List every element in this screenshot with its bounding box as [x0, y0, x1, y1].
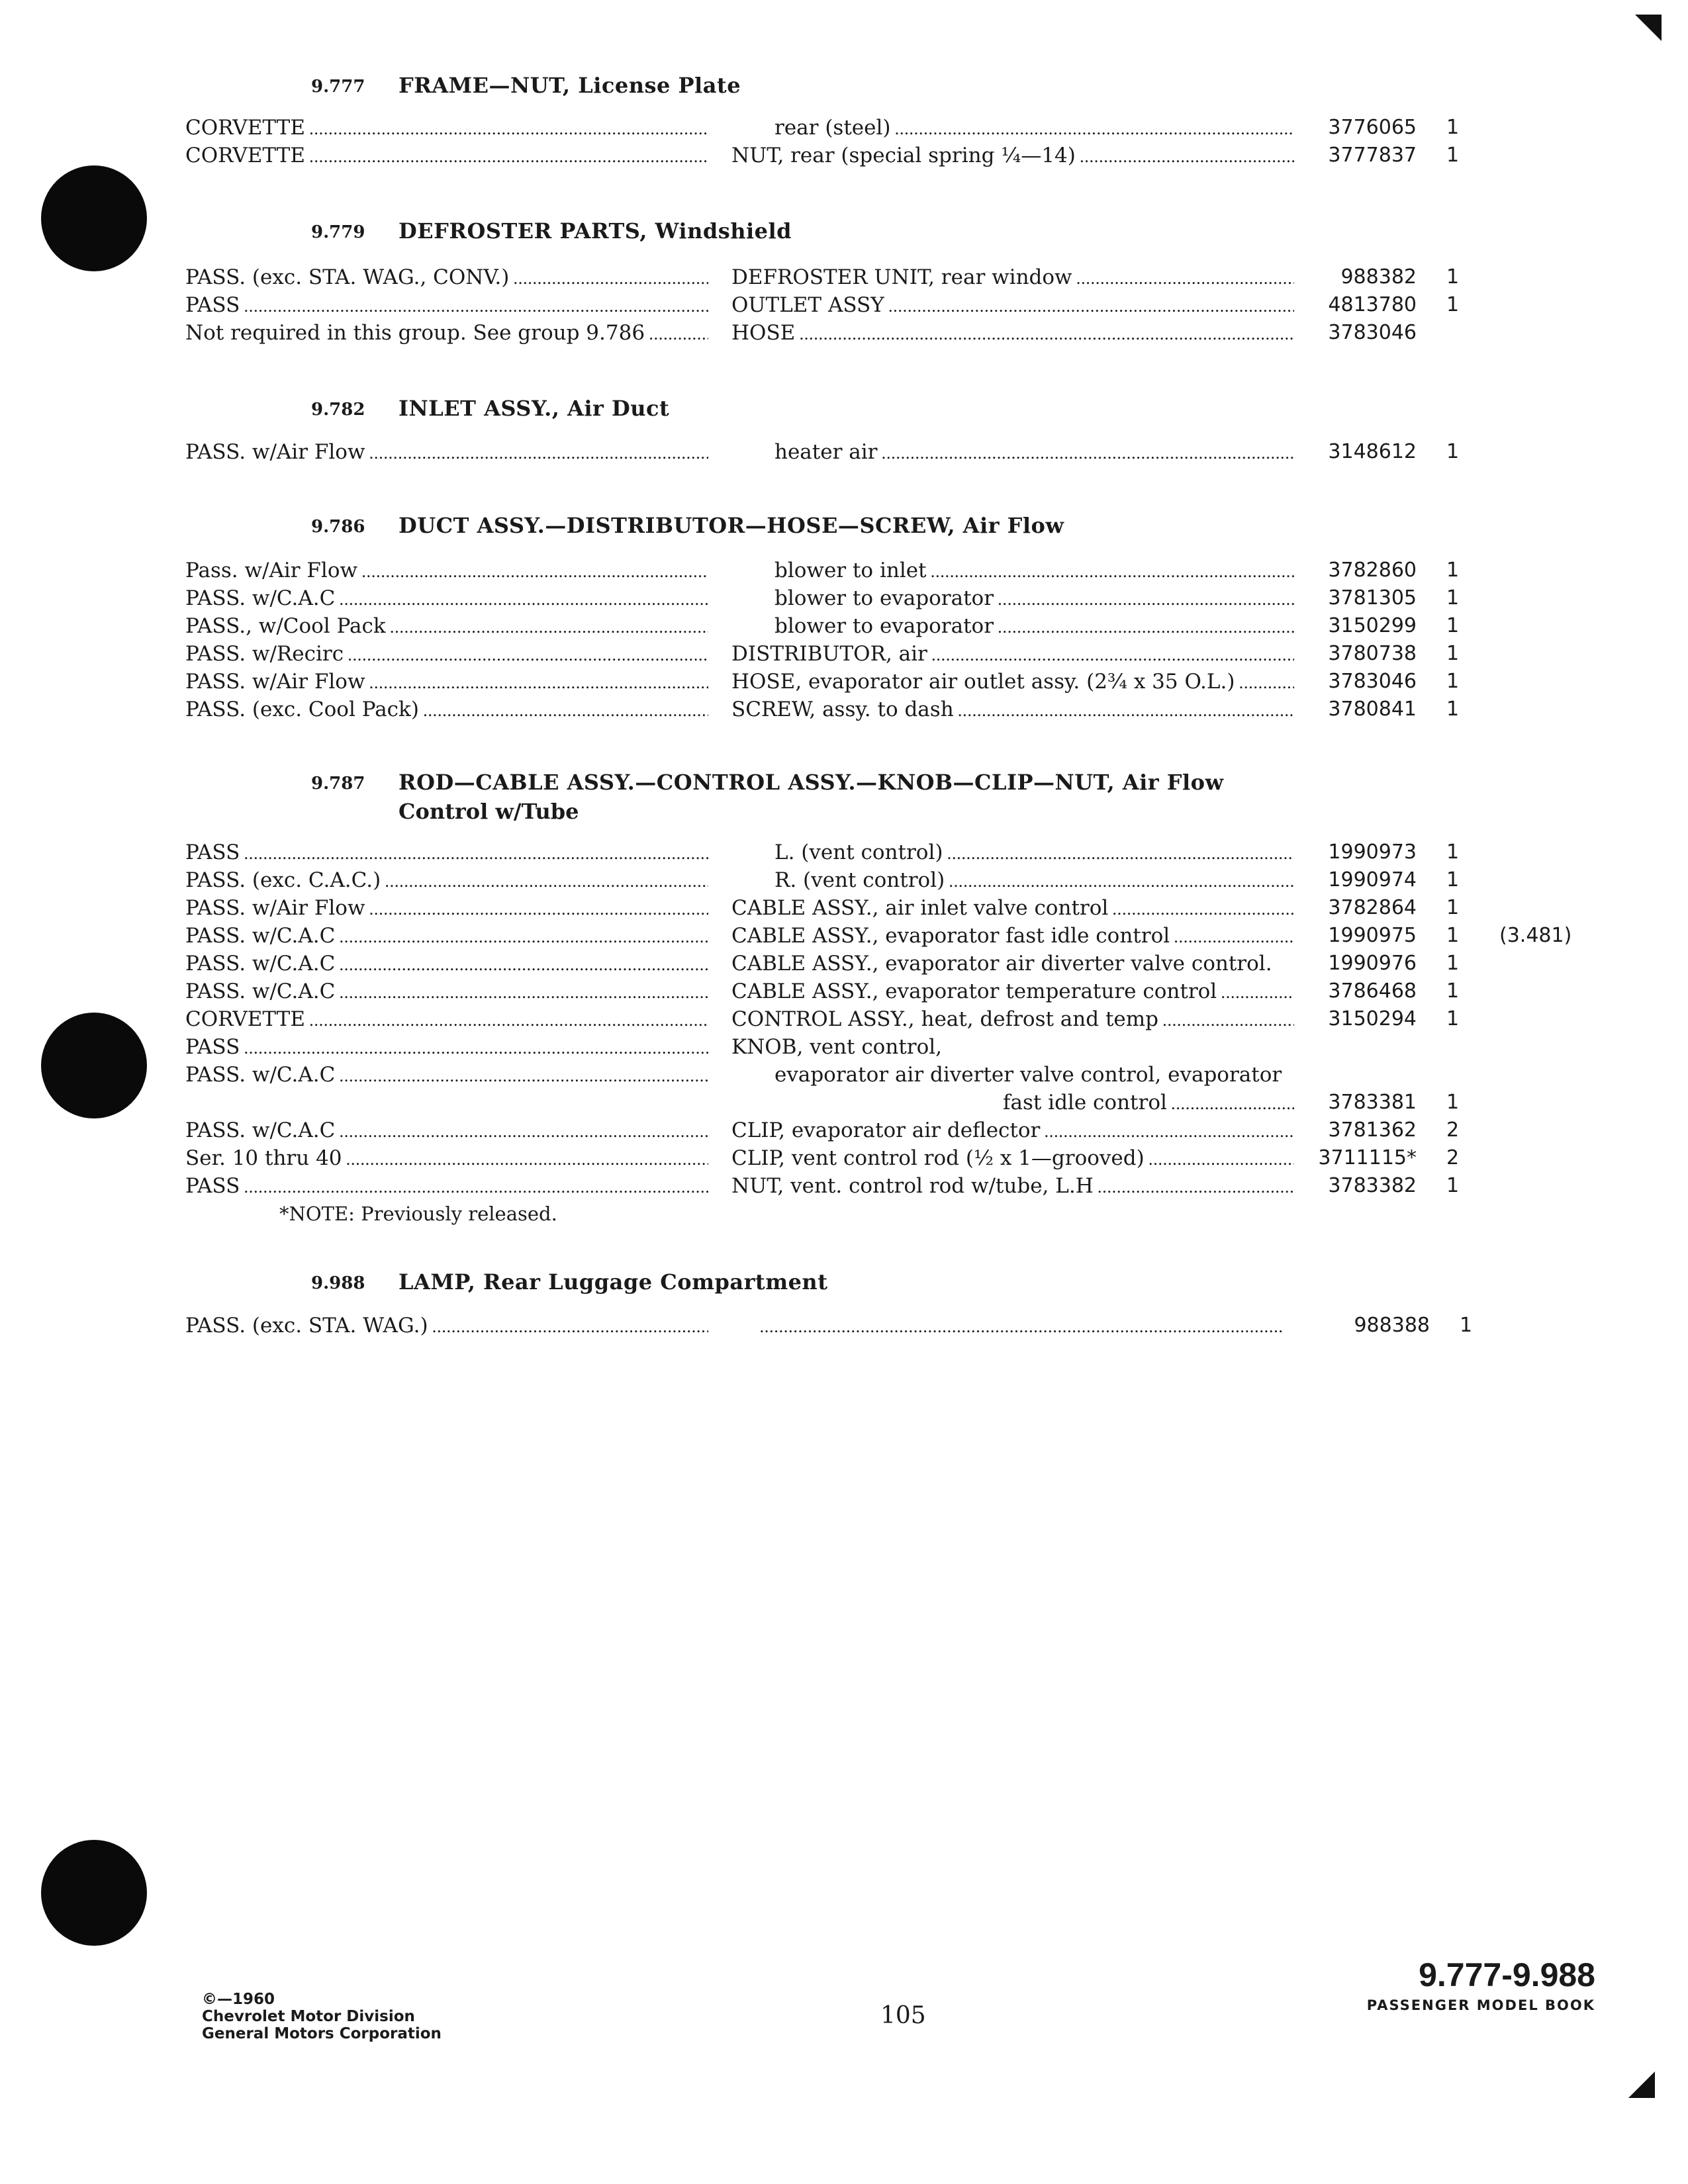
description: evaporator air diverter valve control, evaporator	[774, 1063, 1282, 1087]
book-title: PASSENGER MODEL BOOK	[1366, 1997, 1595, 2013]
description: DEFROSTER UNIT, rear window . . .	[731, 263, 1294, 293]
application: PASS. (exc. C.A.C.) . . .	[185, 866, 708, 895]
part-number: 3777837	[1328, 144, 1417, 167]
quantity: 1	[1446, 979, 1460, 1003]
table-row	[185, 1089, 1575, 1116]
section-heading	[185, 770, 1575, 828]
application: PASS. (exc. Cool Pack) . . .	[185, 696, 708, 725]
quantity: 2	[1446, 1146, 1460, 1169]
table-row	[185, 922, 1575, 950]
part-number: 1990973	[1328, 841, 1417, 864]
description: rear (steel) . . .	[774, 114, 1294, 143]
table-row	[185, 1061, 1575, 1089]
part-number: 3783046	[1328, 670, 1417, 693]
page-number: 105	[880, 2002, 926, 2029]
application: PASS. w/Recirc . . .	[185, 640, 708, 669]
application: PASS. w/C.A.C . . .	[185, 584, 708, 614]
section-heading	[185, 1269, 1575, 1298]
part-number: 3783381	[1328, 1091, 1417, 1114]
publisher-credit	[202, 1991, 442, 2042]
part-number: 3786468	[1328, 979, 1417, 1003]
table-row	[185, 319, 1575, 347]
quantity: 1	[1446, 440, 1460, 463]
description: CABLE ASSY., evaporator air diverter valve control.	[731, 952, 1272, 976]
quantity: 1	[1446, 698, 1460, 721]
copyright: ©—1960	[202, 1991, 275, 2008]
application: CORVETTE . . .	[185, 142, 708, 171]
description: blower to evaporator . . .	[774, 584, 1294, 614]
section-number: 9.782	[311, 400, 365, 420]
application: PASS . . .	[185, 839, 708, 868]
part-number: 1990976	[1328, 952, 1417, 975]
part-number: 3781305	[1328, 586, 1417, 610]
division-name: Chevrolet Motor Division	[202, 2008, 415, 2025]
quantity: 1	[1446, 952, 1460, 975]
table-row	[185, 142, 1575, 169]
application: Not required in this group. See group 9.786 . . .	[185, 319, 708, 348]
description: CABLE ASSY., evaporator fast idle control . . .	[731, 922, 1294, 951]
description: KNOB, vent control,	[731, 1035, 943, 1059]
part-number: 3783046	[1328, 321, 1417, 344]
description: SCREW, assy. to dash . . .	[731, 696, 1294, 725]
table-row	[185, 114, 1575, 142]
quantity: 1	[1446, 265, 1460, 289]
part-number: 3783382	[1328, 1174, 1417, 1197]
description: fast idle control . . .	[1003, 1089, 1294, 1118]
application: PASS. (exc. STA. WAG., CONV.) . . .	[185, 263, 708, 293]
group-range: 9.777-9.988	[1419, 1956, 1595, 1993]
quantity: 1	[1446, 1091, 1460, 1114]
section-heading	[185, 396, 1575, 425]
section-number: 9.787	[311, 774, 365, 794]
application: CORVETTE . . .	[185, 114, 708, 143]
description: HOSE . . .	[731, 319, 1294, 348]
table-row	[185, 950, 1575, 978]
table-row	[185, 438, 1575, 466]
part-number: 3782864	[1328, 896, 1417, 919]
part-number: 4813780	[1328, 293, 1417, 316]
application: PASS. w/C.A.C . . .	[185, 922, 708, 951]
quantity: 1	[1446, 1174, 1460, 1197]
table-row	[185, 1312, 1575, 1340]
description: NUT, rear (special spring ¼—14) . . .	[731, 142, 1294, 171]
section-heading	[185, 513, 1575, 542]
quantity: 1	[1446, 670, 1460, 693]
part-number: 3780738	[1328, 642, 1417, 665]
part-number: 3148612	[1328, 440, 1417, 463]
table-row	[185, 557, 1575, 584]
part-number: 3711115*	[1318, 1146, 1417, 1169]
section-title: LAMP, Rear Luggage Compartment	[399, 1269, 828, 1295]
quantity: 1	[1446, 841, 1460, 864]
quantity: 1	[1446, 642, 1460, 665]
table-row	[185, 839, 1575, 866]
description: heater air . . .	[774, 438, 1294, 467]
application: Pass. w/Air Flow . . .	[185, 557, 708, 586]
description: OUTLET ASSY . . .	[731, 291, 1294, 320]
table-row	[185, 894, 1575, 922]
quantity: 1	[1446, 144, 1460, 167]
section-9-779	[185, 218, 1575, 347]
description	[758, 1312, 1294, 1341]
description: CABLE ASSY., evaporator temperature control . . .	[731, 978, 1294, 1007]
application: PASS. w/Air Flow . . .	[185, 668, 708, 697]
table-row	[185, 612, 1575, 640]
application: PASS. w/C.A.C . . .	[185, 1061, 708, 1090]
quantity: 1	[1446, 614, 1460, 637]
section-title: ROD—CABLE ASSY.—CONTROL ASSY.—KNOB—CLIP—NUT, Air Flow	[399, 770, 1224, 795]
quantity: 2	[1446, 1118, 1460, 1142]
section-title: DUCT ASSY.—DISTRIBUTOR—HOSE—SCREW, Air Flow	[399, 513, 1064, 538]
application: CORVETTE . . .	[185, 1005, 708, 1034]
table-row	[185, 1033, 1575, 1061]
section-number: 9.777	[311, 77, 365, 97]
quantity: 1	[1446, 1007, 1460, 1030]
part-number: 988388	[1354, 1314, 1430, 1337]
table-row	[185, 584, 1575, 612]
section-number: 9.988	[311, 1273, 365, 1293]
section-9-786	[185, 513, 1575, 723]
description: NUT, vent. control rod w/tube, L.H . . .	[731, 1172, 1294, 1201]
description: CONTROL ASSY., heat, defrost and temp . . .	[731, 1005, 1294, 1034]
table-row	[185, 696, 1575, 723]
part-number: 3150299	[1328, 614, 1417, 637]
description: HOSE, evaporator air outlet assy. (2¾ x 35 O.L.) . . .	[731, 668, 1294, 697]
section-title-continued: Control w/Tube	[399, 799, 579, 824]
section-number: 9.786	[311, 517, 365, 537]
table-row	[185, 1005, 1575, 1033]
application: PASS. w/C.A.C . . .	[185, 1116, 708, 1146]
quantity: 1	[1460, 1314, 1473, 1337]
part-number: 1990975	[1328, 924, 1417, 947]
table-row	[185, 263, 1575, 291]
application: PASS., w/Cool Pack . . .	[185, 612, 708, 641]
binder-hole-middle	[41, 1013, 147, 1118]
note-row	[185, 1200, 1575, 1228]
part-number: 3781362	[1328, 1118, 1417, 1142]
section-9-787	[185, 770, 1575, 1228]
part-number: 1990974	[1328, 868, 1417, 891]
section-title: INLET ASSY., Air Duct	[399, 396, 670, 421]
part-number: 3150294	[1328, 1007, 1417, 1030]
part-number: 3780841	[1328, 698, 1417, 721]
quantity: 1	[1446, 896, 1460, 919]
table-row	[185, 1116, 1575, 1144]
corner-mark-top-right	[1635, 15, 1662, 41]
part-number: 3782860	[1328, 559, 1417, 582]
section-title: DEFROSTER PARTS, Windshield	[399, 218, 792, 244]
description: blower to evaporator . . .	[774, 612, 1294, 641]
section-9-777	[185, 73, 1575, 169]
description: CLIP, evaporator air deflector . . .	[731, 1116, 1294, 1146]
quantity: 1	[1446, 559, 1460, 582]
description: DISTRIBUTOR, air . . .	[731, 640, 1294, 669]
section-note: *NOTE: Previously released.	[279, 1203, 557, 1225]
quantity: 1	[1446, 868, 1460, 891]
section-9-988	[185, 1269, 1575, 1340]
application: PASS. w/Air Flow . . .	[185, 894, 708, 923]
table-row	[185, 866, 1575, 894]
table-row	[185, 640, 1575, 668]
description: blower to inlet . . .	[774, 557, 1294, 586]
section-9-782	[185, 396, 1575, 466]
section-number: 9.779	[311, 222, 365, 242]
quantity: 1	[1446, 116, 1460, 139]
corporation-name: General Motors Corporation	[202, 2025, 442, 2042]
section-title: FRAME—NUT, License Plate	[399, 73, 741, 98]
table-row	[185, 1144, 1575, 1172]
table-row	[185, 978, 1575, 1005]
application: PASS . . .	[185, 1172, 708, 1201]
table-row	[185, 291, 1575, 319]
table-row	[185, 668, 1575, 696]
binder-hole-bottom	[41, 1840, 147, 1946]
application: PASS . . .	[185, 1033, 708, 1062]
application: PASS. w/C.A.C . . .	[185, 978, 708, 1007]
section-heading	[185, 218, 1575, 248]
part-number: 988382	[1340, 265, 1417, 289]
application: PASS. (exc. STA. WAG.) . . .	[185, 1312, 708, 1341]
cross-reference: (3.481)	[1499, 924, 1572, 947]
application: Ser. 10 thru 40 . . .	[185, 1144, 708, 1173]
part-number: 3776065	[1328, 116, 1417, 139]
description: CLIP, vent control rod (½ x 1—grooved) . . .	[731, 1144, 1294, 1173]
table-row	[185, 1172, 1575, 1200]
description: CABLE ASSY., air inlet valve control . . .	[731, 894, 1294, 923]
quantity: 1	[1446, 293, 1460, 316]
binder-hole-top	[41, 165, 147, 271]
description: R. (vent control) . . .	[774, 866, 1294, 895]
application: PASS. w/C.A.C . . .	[185, 950, 708, 979]
section-heading	[185, 73, 1575, 102]
quantity: 1	[1446, 586, 1460, 610]
quantity: 1	[1446, 924, 1460, 947]
application: PASS. w/Air Flow . . .	[185, 438, 708, 467]
application: PASS . . .	[185, 291, 708, 320]
corner-mark-bottom-right	[1628, 2071, 1655, 2098]
description: L. (vent control) . . .	[774, 839, 1294, 868]
